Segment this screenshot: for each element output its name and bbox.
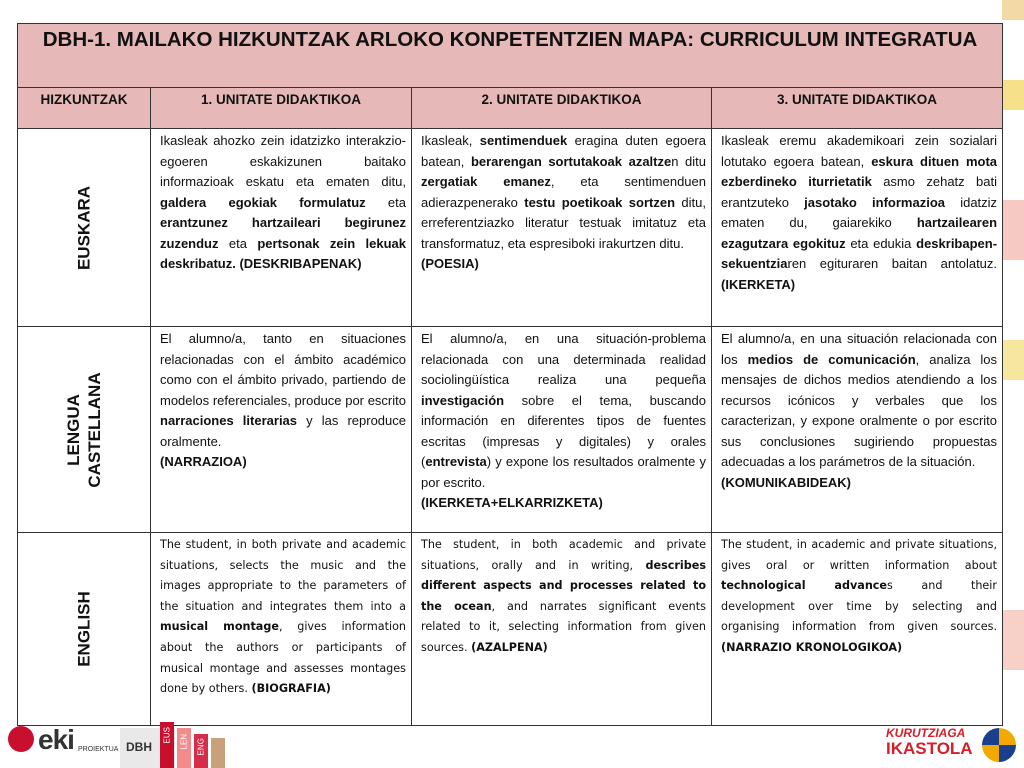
competence-map-table bbox=[17, 23, 1003, 726]
bold-text-run: eskura dituen mota ezberdineko iturrietatik bbox=[721, 153, 998, 189]
text-run: ditu, erreferentziazko literatur testuak imitatuz eta transformatuz, eta espresiboki irakurtzen ditu. bbox=[421, 194, 706, 251]
unit-3-cell bbox=[712, 129, 1003, 327]
book-icon bbox=[177, 728, 191, 768]
table-row bbox=[18, 129, 1003, 327]
text-run: El alumno/a, tanto en situaciones relacionadas con el ámbito académico como con el ámbito privado, partiendo de modelos referenciales, produce por escrito bbox=[160, 331, 406, 408]
text-run: Ikasleak eremu akademikoari zein sozialari lotutako egoera batean, bbox=[721, 133, 998, 169]
unit-2-cell bbox=[412, 533, 712, 726]
text-run: idatziz ematen du, gaiarekiko bbox=[721, 194, 998, 230]
language-label bbox=[74, 185, 95, 269]
header-unit-3: 3. UNITATE DIDAKTIKOA bbox=[712, 88, 1003, 129]
language-label bbox=[74, 591, 95, 667]
text-run: y las reproduce oralmente. bbox=[160, 413, 406, 449]
decor-stripe bbox=[1002, 340, 1024, 380]
table-row bbox=[18, 327, 1003, 533]
text-run: El alumno/a, en una situación relacionada con los bbox=[721, 331, 998, 367]
bold-text-run: describes different aspects and processes related to the ocean bbox=[421, 558, 706, 613]
text-run: El alumno/a, en una situación-problema relacionada con una determinada realidad sociolingüística realiza una pequeña bbox=[421, 331, 706, 387]
text-run: ren egituraren baitan antolatuz. bbox=[787, 256, 998, 271]
bold-text-run: (POESIA) bbox=[421, 256, 479, 271]
bold-text-run: entrevista bbox=[425, 454, 487, 469]
language-cell bbox=[18, 327, 151, 533]
text-run: , and narrates significant events related to it, selecting information from given sources. bbox=[421, 599, 706, 654]
book-label: EUS bbox=[162, 727, 172, 744]
language-label-line: LENGUA bbox=[64, 393, 83, 466]
text-run: eragina duten egoera batean, bbox=[421, 133, 706, 169]
text-run: s and their development over time by selecting and organising information from given sources. bbox=[721, 579, 998, 634]
text-run: n ditu bbox=[671, 153, 706, 169]
bold-text-run: (NARRAZIOA) bbox=[160, 454, 247, 469]
book-icon bbox=[160, 722, 174, 768]
eki-logo bbox=[8, 724, 118, 764]
language-label bbox=[63, 372, 105, 487]
bold-text-run: technological advance bbox=[721, 579, 888, 593]
text-run: , eta sentimenduen adierazpenerako bbox=[421, 174, 706, 210]
text-run: , gives information about the authors or participants of musical montage and assesses montages done by others. bbox=[160, 620, 407, 696]
text-run: sobre el tema, buscando información en diferentes tipos de fuentes escritas (impresas y digitales) y orales ( bbox=[421, 392, 706, 469]
logo-line-2: IKASTOLA bbox=[886, 739, 973, 758]
bold-text-run: hartzailearen ezagutzara egokituz bbox=[721, 215, 998, 251]
bold-text-run: (IKERKETA+ELKARRIZKETA) bbox=[421, 495, 603, 510]
eki-logo-icon bbox=[8, 726, 34, 752]
kurutziaga-ikastola-logo bbox=[886, 726, 1016, 764]
text-run: , analiza los mensajes de dichos medios atendiendo a los recursos icónicos y verbales que los caracterizan, y expone oralmente o por escrito sus conclusiones sugiriendo propuestas adecuadas a los parámetros de la situación. bbox=[721, 351, 998, 469]
decor-stripe bbox=[1002, 200, 1024, 260]
unit-3-cell bbox=[712, 327, 1003, 533]
header-unit-2: 2. UNITATE DIDAKTIKOA bbox=[412, 88, 712, 129]
eki-logo-subtitle: PROIEKTUA bbox=[78, 746, 119, 753]
bold-text-run: zergatiak emanez bbox=[421, 174, 551, 189]
text-run: asmo zehatz bati erantzuteko bbox=[721, 174, 998, 210]
text-run: eta bbox=[365, 194, 407, 210]
logo-line-1: KURUTZIAGA bbox=[886, 726, 966, 740]
stage-label: DBH bbox=[126, 740, 152, 754]
bold-text-run: testu poetikoak sortzen bbox=[524, 194, 676, 210]
bold-text-run: (AZALPENA) bbox=[471, 640, 548, 654]
book-icon bbox=[211, 738, 225, 768]
header-languages: HIZKUNTZAK bbox=[18, 88, 151, 129]
bold-text-run: narraciones literarias bbox=[160, 413, 298, 428]
ikastola-emblem-icon bbox=[982, 728, 1016, 762]
bold-text-run: pertsonak zein lekuak deskribatuz. (DESKRIBAPENAK) bbox=[160, 235, 406, 271]
unit-1-cell bbox=[151, 129, 412, 327]
text-run: Ikasleak ahozko zein idatzizko interakzio-egoeren eskakizunen baitako informazioak eskatu eta ematen ditu, bbox=[160, 133, 406, 189]
decor-stripe bbox=[1002, 610, 1024, 670]
language-label-line: ENGLISH bbox=[74, 591, 94, 667]
text-run: eta bbox=[218, 235, 258, 251]
bold-text-run: musical montage bbox=[160, 620, 279, 634]
unit-2-cell bbox=[412, 129, 712, 327]
bold-text-run: sentimenduek bbox=[479, 133, 568, 148]
page-title: DBH-1. MAILAKO HIZKUNTZAK ARLOKO KONPETENTZIEN MAPA: CURRICULUM INTEGRATUA bbox=[18, 24, 1003, 88]
bold-text-run: (KOMUNIKABIDEAK) bbox=[721, 474, 851, 490]
decor-stripe bbox=[1002, 0, 1024, 20]
decor-stripe bbox=[1002, 80, 1024, 110]
bold-text-run: (BIOGRAFIA) bbox=[251, 682, 331, 696]
unit-2-cell bbox=[412, 327, 712, 533]
text-run: The student, in both academic and private situations, orally and in writing, bbox=[421, 538, 706, 572]
eki-logo-text: eki bbox=[38, 724, 74, 755]
bold-text-run: galdera egokiak formulatuz bbox=[160, 194, 366, 210]
language-label-line: CASTELLANA bbox=[85, 371, 104, 488]
footer bbox=[0, 720, 1024, 768]
unit-3-cell bbox=[712, 533, 1003, 726]
bold-text-run: jasotako informazioa bbox=[804, 194, 946, 210]
unit-1-cell bbox=[151, 327, 412, 533]
text-run: eta edukia bbox=[845, 235, 917, 251]
bold-text-run: deskribapen-sekuentzia bbox=[721, 235, 998, 271]
bold-text-run: berarengan sortutakoak azaltze bbox=[470, 153, 672, 169]
bold-text-run: investigación bbox=[421, 392, 505, 408]
book-label: ENG bbox=[196, 738, 206, 756]
bold-text-run: medios de comunicación bbox=[747, 351, 916, 367]
book-label: LEN bbox=[179, 733, 189, 750]
header-unit-1: 1. UNITATE DIDAKTIKOA bbox=[151, 88, 412, 129]
language-cell bbox=[18, 129, 151, 327]
unit-1-cell bbox=[151, 533, 412, 726]
text-run: The student, in academic and private situations, gives oral or written information about bbox=[721, 538, 998, 572]
book-icon bbox=[194, 734, 208, 768]
language-cell bbox=[18, 533, 151, 726]
text-run: The student, in both private and academic situations, selects the music and the images appropriate to the parameters of the situation and integrates them into a bbox=[160, 538, 406, 613]
bold-text-run: erantzunez hartzaileari begirunez zuzenduz bbox=[160, 215, 406, 251]
bold-text-run: (IKERKETA) bbox=[721, 276, 796, 292]
text-run: Ikasleak, bbox=[421, 133, 480, 148]
language-label-line: EUSKARA bbox=[74, 185, 94, 270]
bold-text-run: (NARRAZIO KRONOLOGIKOA) bbox=[721, 640, 903, 654]
table-row bbox=[18, 533, 1003, 726]
text-run: ) y expone los resultados oralmente y por escrito. bbox=[421, 454, 706, 490]
